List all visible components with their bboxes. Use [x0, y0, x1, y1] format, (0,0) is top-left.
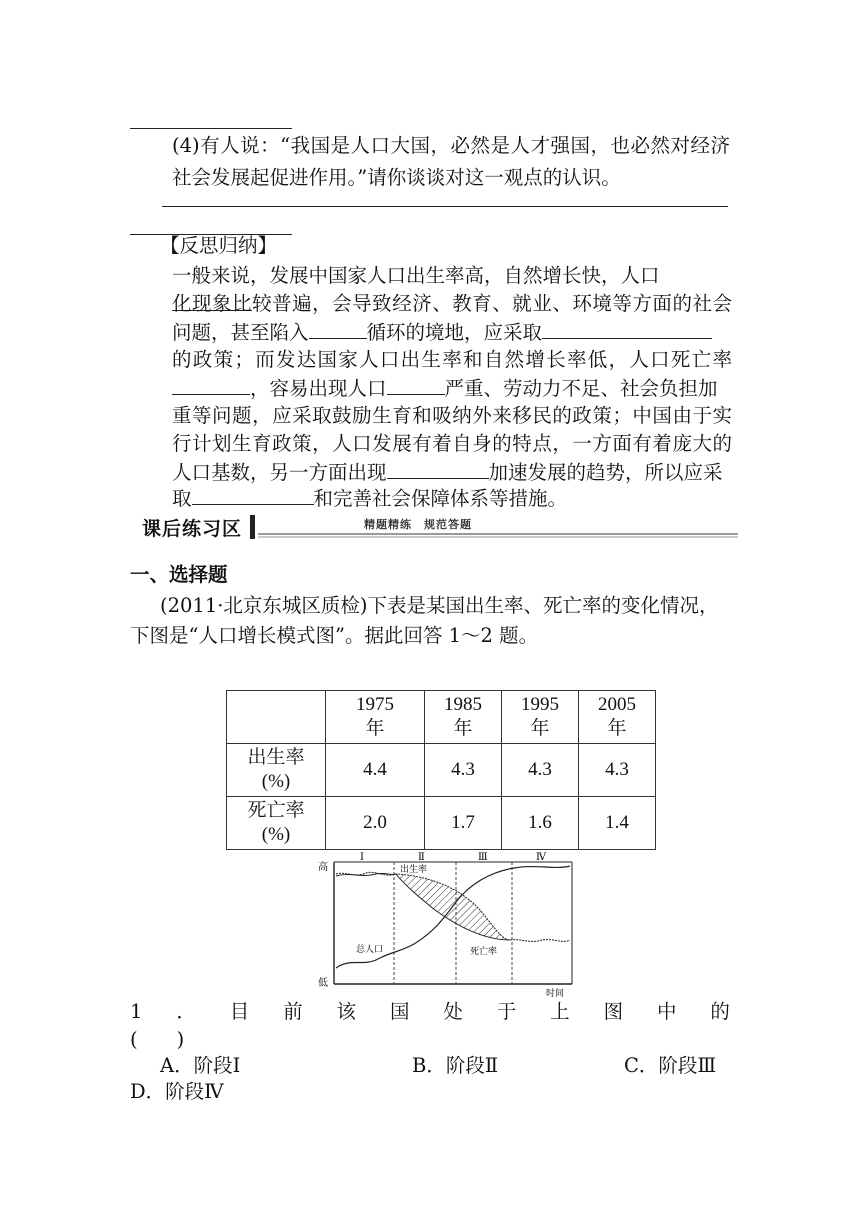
- table-header-cell: 1995 年: [502, 691, 579, 744]
- table-row: [227, 744, 656, 797]
- table-corner-cell: [227, 691, 326, 744]
- reflection-heading: 【反思归纳】: [160, 234, 278, 257]
- table-cell: 1.6: [502, 797, 579, 850]
- blank-6: [387, 458, 489, 479]
- reflection-text: 和完善社会保障体系等措施。: [313, 487, 568, 510]
- reflection-text: 加速发展的趋势，所以应采: [488, 461, 723, 484]
- reflection-text: 取: [172, 487, 192, 510]
- q1-char: 上: [550, 1000, 570, 1023]
- reflection-line5: [172, 374, 732, 403]
- blank-5: [387, 374, 445, 395]
- reflection-text: 问题，甚至陷入: [172, 321, 309, 344]
- stage-label-1: Ⅰ: [360, 852, 364, 863]
- reflection-text: 严重、劳动力不足、社会负担加: [444, 377, 718, 400]
- q1-option-d: D．阶段Ⅳ: [130, 1080, 224, 1103]
- table-cell: 1.7: [425, 797, 502, 850]
- reflection-line4: 的政策；而发达国家人口出生率和自然增长率低，人口死亡率: [172, 348, 732, 371]
- answer-line-top: [130, 128, 292, 129]
- reflection-text: 人口基数，另一方面出现: [172, 461, 387, 484]
- q1-char: 目: [229, 1000, 250, 1023]
- blank-4: [172, 374, 250, 395]
- table-header-cell: 1985 年: [425, 691, 502, 744]
- q1-char: 图: [603, 1000, 624, 1023]
- q1-option-a: A．阶段Ⅰ: [160, 1054, 241, 1077]
- section-banner: [132, 512, 738, 542]
- table-row: [227, 797, 656, 850]
- q1-char: 前: [283, 1000, 303, 1023]
- stage-label-3: Ⅲ: [478, 852, 488, 863]
- x-axis-label: 时间: [546, 989, 565, 998]
- answer-line-1: [162, 206, 728, 207]
- table-header-row: [227, 691, 656, 744]
- blank-2: [309, 318, 367, 339]
- reflection-text: 循环的境地，应采取: [366, 321, 543, 344]
- reflection-line6: 重等问题，应采取鼓励生育和吸纳外来移民的政策；中国由于实: [172, 404, 732, 427]
- stage-label-2: Ⅱ: [418, 852, 425, 863]
- table-cell: 4.4: [326, 744, 425, 797]
- section-title: 课后练习区: [142, 518, 243, 540]
- table-cell: 2.0: [326, 797, 425, 850]
- reflection-line8: [172, 458, 732, 487]
- q1-char: 1: [130, 1000, 143, 1023]
- population-label: 总人口: [356, 945, 384, 955]
- q1-char: 该: [336, 1000, 357, 1023]
- q4-line1: (4)有人说：“我国是人口大国，必然是人才强国，也必然对经济: [172, 134, 730, 157]
- part1-intro-line2: 下图是“人口增长模式图”。据此回答 1～2 题。: [130, 624, 539, 647]
- q1-char: 国: [389, 1000, 410, 1023]
- table-cell: 4.3: [502, 744, 579, 797]
- part1-heading: 一、选择题: [130, 563, 228, 586]
- death-rate-label: 死亡率: [470, 947, 498, 957]
- natural-growth-area: [396, 874, 510, 940]
- table-header-cell: 2005 年: [579, 691, 656, 744]
- q4-line2: 社会发展起促进作用。”请你谈谈对这一观点的认识。: [172, 166, 621, 189]
- blank-3: [542, 318, 712, 339]
- q1-char: 中: [656, 1000, 677, 1023]
- section-subtitle: 精题精练 规范答题: [364, 518, 472, 531]
- reflection-text: ，容易出现人口: [250, 377, 387, 400]
- table-cell: 4.3: [579, 744, 656, 797]
- reflection-line2: 化现象比较普遍，会导致经济、教育、就业、环境等方面的社会: [172, 292, 732, 315]
- reflection-line7: 行计划生育政策，人口发展有着自身的特点，一方面有着庞大的: [172, 432, 732, 455]
- q1-option-b: B．阶段Ⅱ: [412, 1054, 499, 1077]
- q1-char: 处: [443, 1000, 463, 1023]
- stage-label-4: Ⅳ: [536, 852, 546, 863]
- reflection-line9-final: [172, 484, 732, 513]
- reflection-line3: [172, 318, 732, 347]
- row-label: 死亡率 (%): [227, 797, 326, 850]
- q1-char: ．: [176, 1000, 196, 1023]
- row-label: 出生率 (%): [227, 744, 326, 797]
- population-model-diagram: [310, 848, 576, 998]
- q1-char: 于: [496, 1000, 517, 1023]
- question1-paren: ( ): [130, 1028, 185, 1051]
- question1-line: [130, 998, 730, 1026]
- intro-text: 下表是某国出生率、死亡率的变化情况，: [367, 594, 719, 617]
- birth-rate-label: 出生率: [400, 865, 428, 875]
- table-cell: 1.4: [579, 797, 656, 850]
- q1-option-c: C．阶段Ⅲ: [624, 1054, 717, 1077]
- part1-intro-line1: [160, 592, 732, 620]
- table-header-cell: 1975 年: [326, 691, 425, 744]
- blank-7: [192, 484, 314, 505]
- y-low-label: 低: [318, 978, 328, 989]
- intro-source: (2011·北京东城区质检): [160, 594, 368, 617]
- table-cell: 4.3: [425, 744, 502, 797]
- reflection-text: 一般来说，发展中国家人口出生率高，自然增长快，人口: [172, 264, 660, 287]
- birth-death-table: [226, 690, 656, 850]
- y-high-label: 高: [318, 862, 328, 873]
- q1-char: 的: [710, 1000, 730, 1023]
